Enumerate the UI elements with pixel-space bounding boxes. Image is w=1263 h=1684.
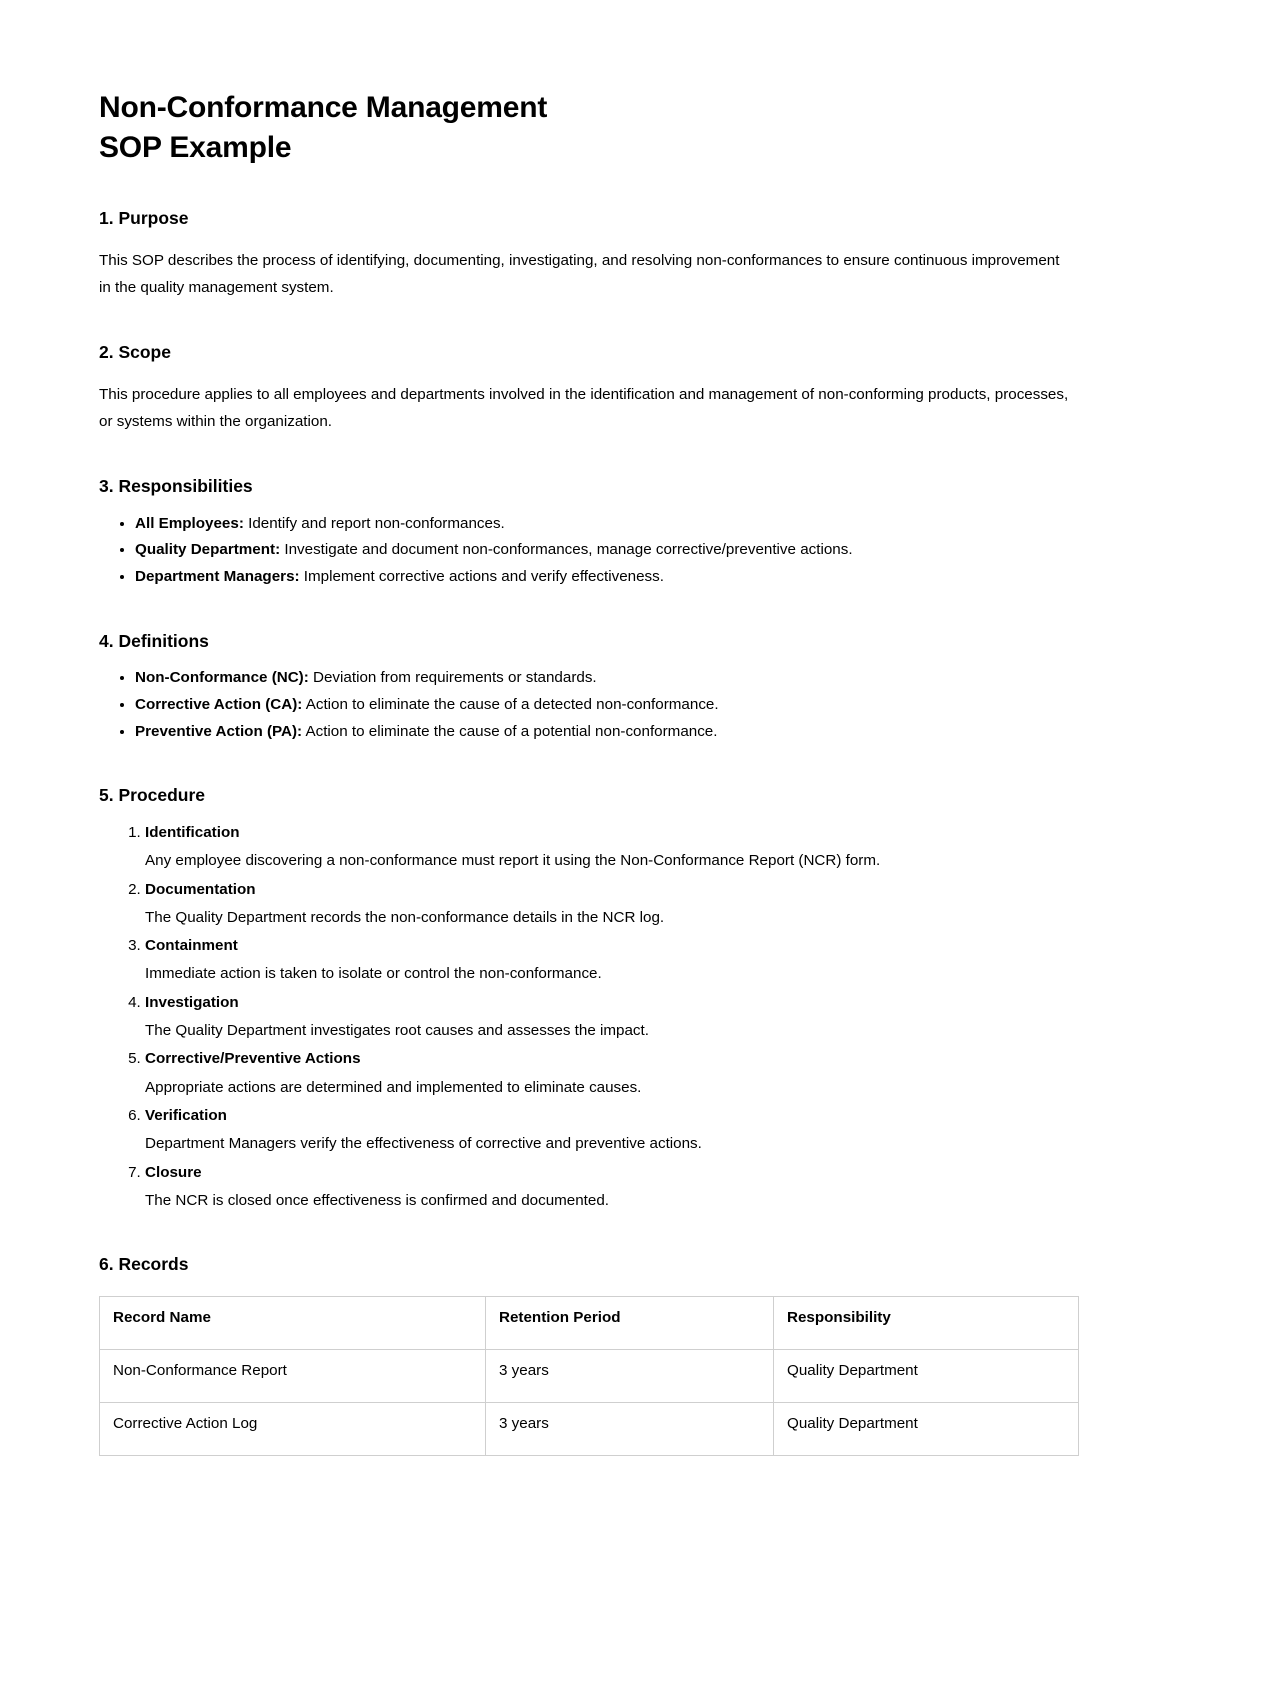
- responsibilities-list: [99, 512, 1093, 590]
- list-item: [145, 991, 1093, 1044]
- records-table-head: [100, 1297, 1079, 1350]
- page-title: [99, 88, 1093, 167]
- list-item-text: Deviation from requirements or standards.: [308, 669, 597, 687]
- procedure-step-title: 2. Documentation: [145, 880, 256, 898]
- list-item: [145, 821, 1093, 874]
- section-paragraph-scope: This procedure applies to all employees and departments involved in the identification and management of non-conforming products, processes, or systems within the organization.: [99, 385, 1069, 430]
- list-item-term: All Employees:: [135, 514, 244, 532]
- procedure-step-description: Department Managers verify the effectiveness of corrective and preventive actions.: [145, 1135, 702, 1153]
- procedure-step-description: The NCR is closed once effectiveness is confirmed and documented.: [145, 1191, 610, 1209]
- list-item-text: Identify and report non-conformances.: [243, 514, 505, 532]
- section-heading-records: 6. Records: [99, 1254, 189, 1275]
- procedure-step-description: The Quality Department investigates root causes and assesses the impact.: [145, 1022, 649, 1040]
- list-item-text: Implement corrective actions and verify effectiveness.: [299, 567, 664, 585]
- cell-record-name: Non-Conformance Report: [100, 1350, 486, 1403]
- list-item: [145, 1104, 1093, 1157]
- procedure-step-description: Any employee discovering a non-conformance must report it using the Non-Conformance Report (NCR) form.: [145, 852, 881, 870]
- column-header-retention-period: Retention Period: [486, 1297, 774, 1350]
- cell-responsibility: Quality Department: [774, 1403, 1079, 1456]
- list-item: [135, 720, 1093, 745]
- cell-retention-period: 3 years: [486, 1350, 774, 1403]
- procedure-step-title: 6. Verification: [145, 1107, 227, 1124]
- page-title-line-2: SOP Example: [99, 130, 292, 164]
- column-header-record-name: Record Name: [100, 1297, 486, 1350]
- list-item-term: Department Managers:: [135, 567, 300, 585]
- list-item-text: Investigate and document non-conformances, manage corrective/preventive actions.: [280, 541, 853, 559]
- procedure-step-title: 3. Containment: [145, 937, 238, 955]
- cell-record-name: Corrective Action Log: [100, 1403, 486, 1456]
- column-header-responsibility: Responsibility: [774, 1297, 1079, 1350]
- list-item: [135, 565, 1093, 590]
- table-header-row: [100, 1297, 1079, 1350]
- list-item: [135, 666, 1093, 691]
- list-item-term: Corrective Action (CA):: [135, 695, 303, 713]
- procedure-step-title: 4. Investigation: [145, 993, 239, 1011]
- records-table-body: [100, 1350, 1079, 1456]
- section-heading-responsibilities: 3. Responsibilities: [99, 475, 253, 496]
- procedure-step-title: 5. Corrective/Preventive Actions: [145, 1050, 361, 1068]
- records-table: [99, 1296, 1079, 1456]
- section-heading-purpose: 1. Purpose: [99, 208, 189, 229]
- procedure-step-description: Appropriate actions are determined and implemented to eliminate causes.: [145, 1078, 642, 1096]
- list-item-text: Action to eliminate the cause of a potential non-conformance.: [302, 722, 718, 740]
- list-item-term: Preventive Action (PA):: [135, 722, 303, 740]
- procedure-step-title: 7. Closure: [145, 1163, 202, 1181]
- definitions-list: [99, 666, 1093, 744]
- procedure-step-title: 1. Identification: [145, 823, 240, 841]
- list-item: [145, 878, 1093, 931]
- list-item: [145, 1047, 1093, 1100]
- list-item: [135, 693, 1093, 718]
- list-item: [135, 538, 1093, 563]
- section-paragraph-purpose: This SOP describes the process of identifying, documenting, investigating, and resolving non-conformances to ensure continuous improvement in the quality management system.: [99, 251, 1060, 296]
- cell-responsibility: Quality Department: [774, 1350, 1079, 1403]
- section-heading-procedure: 5. Procedure: [99, 785, 206, 806]
- procedure-step-description: Immediate action is taken to isolate or control the non-conformance.: [145, 965, 602, 983]
- table-row: [100, 1350, 1079, 1403]
- list-item-term: Non-Conformance (NC):: [135, 669, 309, 687]
- section-heading-definitions: 4. Definitions: [99, 630, 209, 651]
- list-item: [145, 934, 1093, 987]
- list-item-text: Action to eliminate the cause of a detected non-conformance.: [302, 695, 719, 713]
- cell-retention-period: 3 years: [486, 1403, 774, 1456]
- list-item: [135, 512, 1093, 537]
- section-heading-scope: 2. Scope: [99, 342, 171, 363]
- procedure-list: [99, 821, 1093, 1213]
- procedure-step-description: The Quality Department records the non-conformance details in the NCR log.: [145, 908, 665, 926]
- list-item: [145, 1161, 1093, 1214]
- page-title-line-1: Non-Conformance Management: [99, 91, 548, 124]
- table-row: [100, 1403, 1079, 1456]
- list-item-term: Quality Department:: [135, 541, 281, 559]
